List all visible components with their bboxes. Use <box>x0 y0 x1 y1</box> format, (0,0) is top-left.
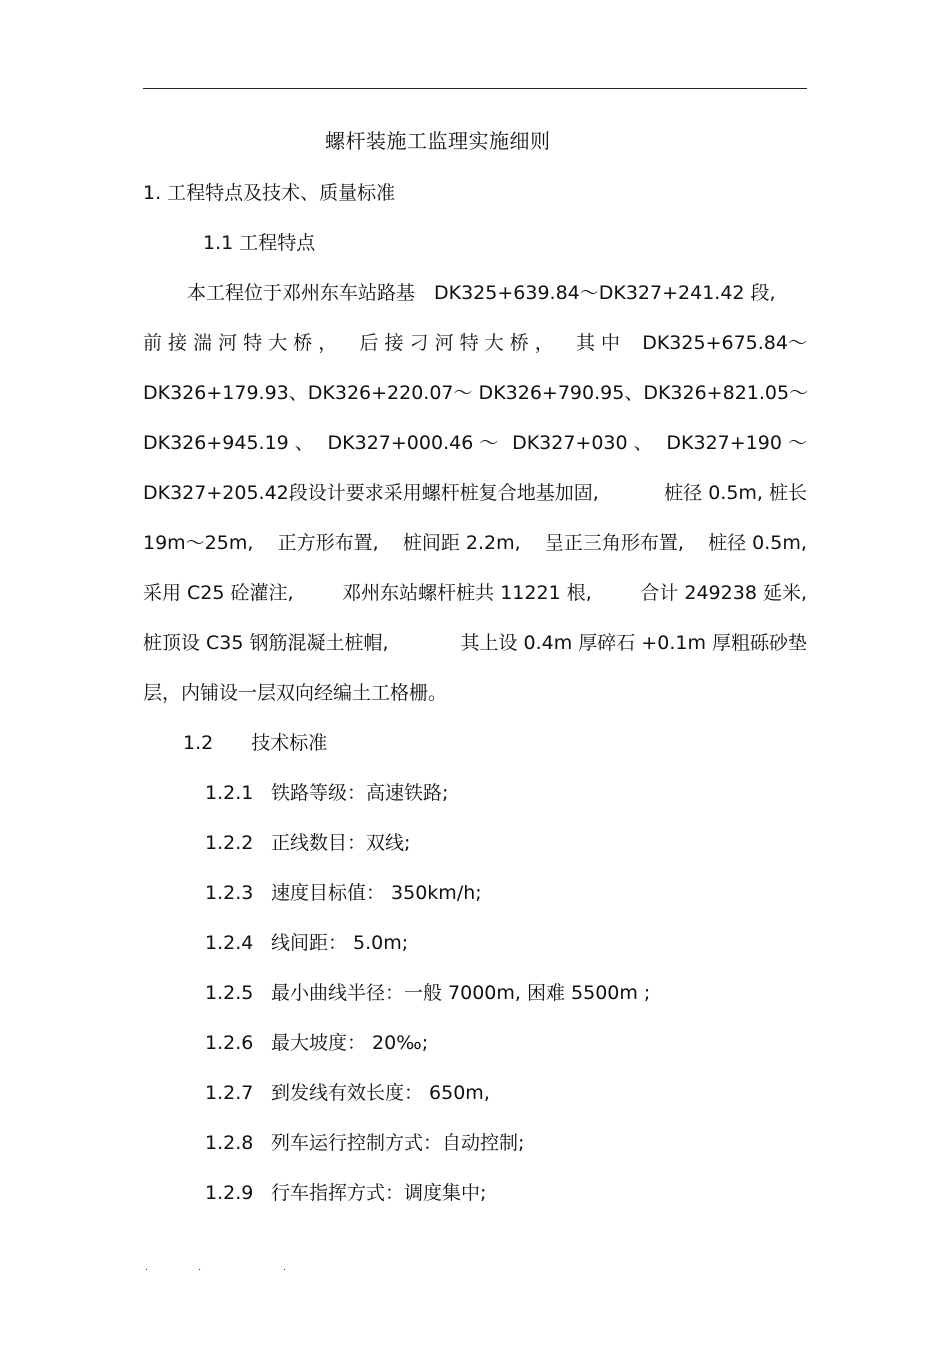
section-heading-1-2: 1.2 技术标准 <box>183 732 328 754</box>
item-text: 最大坡度： 20‰; <box>271 1032 429 1054</box>
doc-title: 螺杆装施工监理实施细则 <box>325 129 551 153</box>
item-text: 行车指挥方式：调度集中; <box>271 1182 487 1204</box>
paragraph-fragment: 邓州东站螺杆桩共 11221 根, <box>342 582 592 604</box>
paragraph-fragment: DK326+821.05～ <box>643 382 809 404</box>
paragraph-fragment: 桩径 0.5m, <box>708 532 807 554</box>
list-item <box>205 831 410 855</box>
item-number: 1.2.5 <box>205 982 254 1004</box>
paragraph-fragment: DK327+030 、 <box>512 432 653 454</box>
item-text: 速度目标值： 350km/h; <box>271 882 482 904</box>
footer-dot: . <box>198 1262 202 1273</box>
paragraph-line-6 <box>143 531 807 555</box>
footer-dot: . <box>145 1262 149 1273</box>
paragraph-fragment: DK326+220.07～ DK326+790.95、 <box>307 382 644 404</box>
item-text: 最小曲线半径：一般 7000m, 困难 5500m ; <box>271 982 651 1004</box>
item-number: 1.2.7 <box>205 1082 254 1104</box>
paragraph-fragment: 桩间距 2.2m, <box>402 532 521 554</box>
paragraph-fragment: DK325+675.84～ <box>642 332 807 354</box>
paragraph-fragment: DK326+179.93、 <box>143 382 308 404</box>
item-number: 1.2.9 <box>205 1182 254 1204</box>
paragraph-fragment: 合计 249238 延米, <box>640 582 807 604</box>
item-text: 铁路等级：高速铁路; <box>271 782 449 804</box>
paragraph-fragment: 前 接 湍 河 特 大 桥 ， <box>143 332 338 354</box>
paragraph-fragment: 正方形布置, <box>277 532 379 554</box>
list-item <box>205 981 650 1005</box>
item-number: 1.2.8 <box>205 1132 254 1154</box>
paragraph-fragment: 桩径 0.5m, 桩长 <box>664 482 807 504</box>
paragraph-fragment: 桩顶设 C35 钢筋混凝土桩帽, <box>143 632 389 654</box>
paragraph-line-1: 本工程位于邓州东车站路基 DK325+639.84～DK327+241.42 段, <box>187 282 776 304</box>
section-heading-1: 1. 工程特点及技术、质量标准 <box>143 182 396 204</box>
paragraph-fragment: DK326+945.19 、 <box>143 432 314 454</box>
paragraph-line-8 <box>143 631 807 655</box>
paragraph-line-5 <box>143 481 807 505</box>
paragraph-line-2 <box>143 331 807 355</box>
header-rule <box>143 88 807 89</box>
paragraph-fragment: DK327+190 ～ <box>666 432 807 454</box>
item-text: 线间距： 5.0m; <box>271 932 409 954</box>
list-item <box>205 1031 428 1055</box>
section-heading-1-1: 1.1 工程特点 <box>203 232 316 254</box>
item-text: 正线数目：双线; <box>271 832 411 854</box>
list-item <box>205 781 448 805</box>
paragraph-line-3 <box>143 381 807 405</box>
item-number: 1.2.4 <box>205 932 254 954</box>
paragraph-fragment: DK327+205.42段设计要求采用螺杆桩复合地基加固, <box>143 482 599 504</box>
list-item <box>205 931 408 955</box>
paragraph-fragment: 采用 C25 砼灌注, <box>143 582 294 604</box>
list-item <box>205 1131 524 1155</box>
list-item <box>205 1181 486 1205</box>
paragraph-line-4 <box>143 431 807 455</box>
paragraph-fragment: 其 中 <box>575 332 621 354</box>
item-number: 1.2.1 <box>205 782 254 804</box>
paragraph-fragment: DK327+000.46 ～ <box>327 432 499 454</box>
paragraph-fragment: 其上设 0.4m 厚碎石 +0.1m 厚粗砾砂垫 <box>460 632 807 654</box>
footer-dot: . <box>283 1262 287 1273</box>
item-number: 1.2.2 <box>205 832 254 854</box>
item-number: 1.2.6 <box>205 1032 254 1054</box>
item-number: 1.2.3 <box>205 882 254 904</box>
paragraph-fragment: 呈正三角形布置, <box>544 532 684 554</box>
list-item <box>205 1081 490 1105</box>
item-text: 列车运行控制方式：自动控制; <box>271 1132 525 1154</box>
item-text: 到发线有效长度： 650m, <box>271 1082 490 1104</box>
paragraph-fragment: 19m～25m, <box>143 532 254 554</box>
list-item <box>205 881 482 905</box>
paragraph-line-7 <box>143 581 807 605</box>
paragraph-line-9: 层，内铺设一层双向经编土工格栅。 <box>143 682 448 704</box>
paragraph-fragment: 后 接 刁 河 特 大 桥 ， <box>359 332 554 354</box>
